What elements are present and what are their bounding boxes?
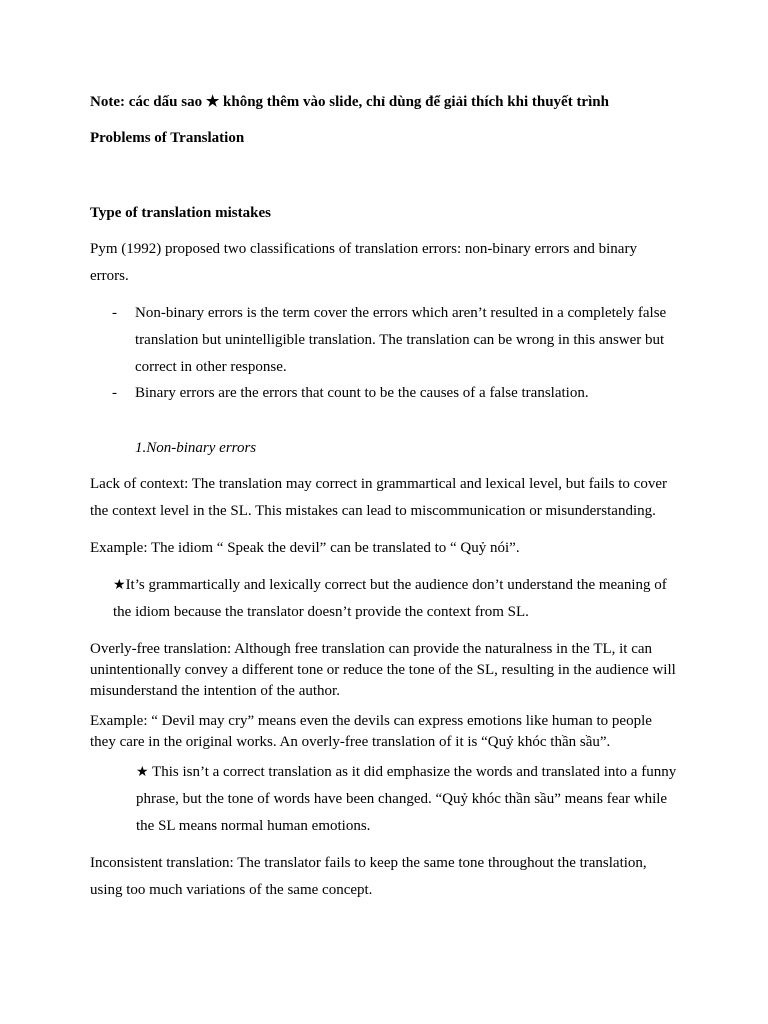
overly-free-paragraph: Overly-free translation: Although free translation can provide the naturalness in the TL, it can unintentionally convey a different tone or reduce the tone of the SL, resulting in the audience will misunderstand the intention of the author.	[90, 641, 676, 699]
bullet-text: Non-binary errors is the term cover the errors which aren’t resulted in a completely false translation but unintelligible translation. The translation can be wrong in this answer but correct in other response.	[135, 305, 667, 375]
explanation-note	[136, 759, 680, 840]
explanation-text: This isn’t a correct translation as it did emphasize the words and translated into a funny phrase, but the tone of words have been changed. “Quỷ khóc thần sầu” means fear while the SL means normal human emotions.	[136, 764, 677, 834]
document-title: Problems of Translation	[90, 130, 245, 146]
bullet-text: Binary errors are the errors that count to be the causes of a false translation.	[135, 385, 589, 401]
bullet-marker: -	[112, 305, 117, 321]
note-prefix: Note: các dấu sao	[90, 94, 203, 110]
inconsistent-paragraph: Inconsistent translation: The translator fails to keep the same tone throughout the translation, using too much variations of the same concept.	[90, 855, 647, 898]
note-suffix: không thêm vào slide, chỉ dùng để giải thích khi thuyết trình	[223, 94, 609, 110]
subheading: 1.Non-binary errors	[135, 440, 257, 456]
star-icon: ★	[136, 765, 149, 780]
bullet-marker: -	[112, 385, 117, 401]
lack-of-context-paragraph: Lack of context: The translation may correct in grammartical and lexical level, but fails to cover the context level in the SL. This mistakes can lead to miscommunication or misunderstanding.	[90, 476, 667, 519]
presenter-note	[90, 92, 680, 113]
explanation-text: It’s grammartically and lexically correct but the audience don’t understand the meaning of the idiom because the translator doesn’t provide the context from SL.	[113, 577, 667, 620]
section-heading: Type of translation mistakes	[90, 205, 271, 221]
example-paragraph: Example: The idiom “ Speak the devil” can be translated to “ Quỷ nói”.	[90, 540, 520, 556]
explanation-note	[113, 572, 680, 626]
star-icon: ★	[205, 94, 220, 110]
example-paragraph: Example: “ Devil may cry” means even the devils can express emotions like human to people they care in the original works. An overly-free translation of it is “Quỷ khóc thần sầu”.	[90, 713, 652, 750]
star-icon: ★	[113, 578, 126, 593]
intro-paragraph: Pym (1992) proposed two classifications of translation errors: non-binary errors and binary errors.	[90, 241, 637, 284]
